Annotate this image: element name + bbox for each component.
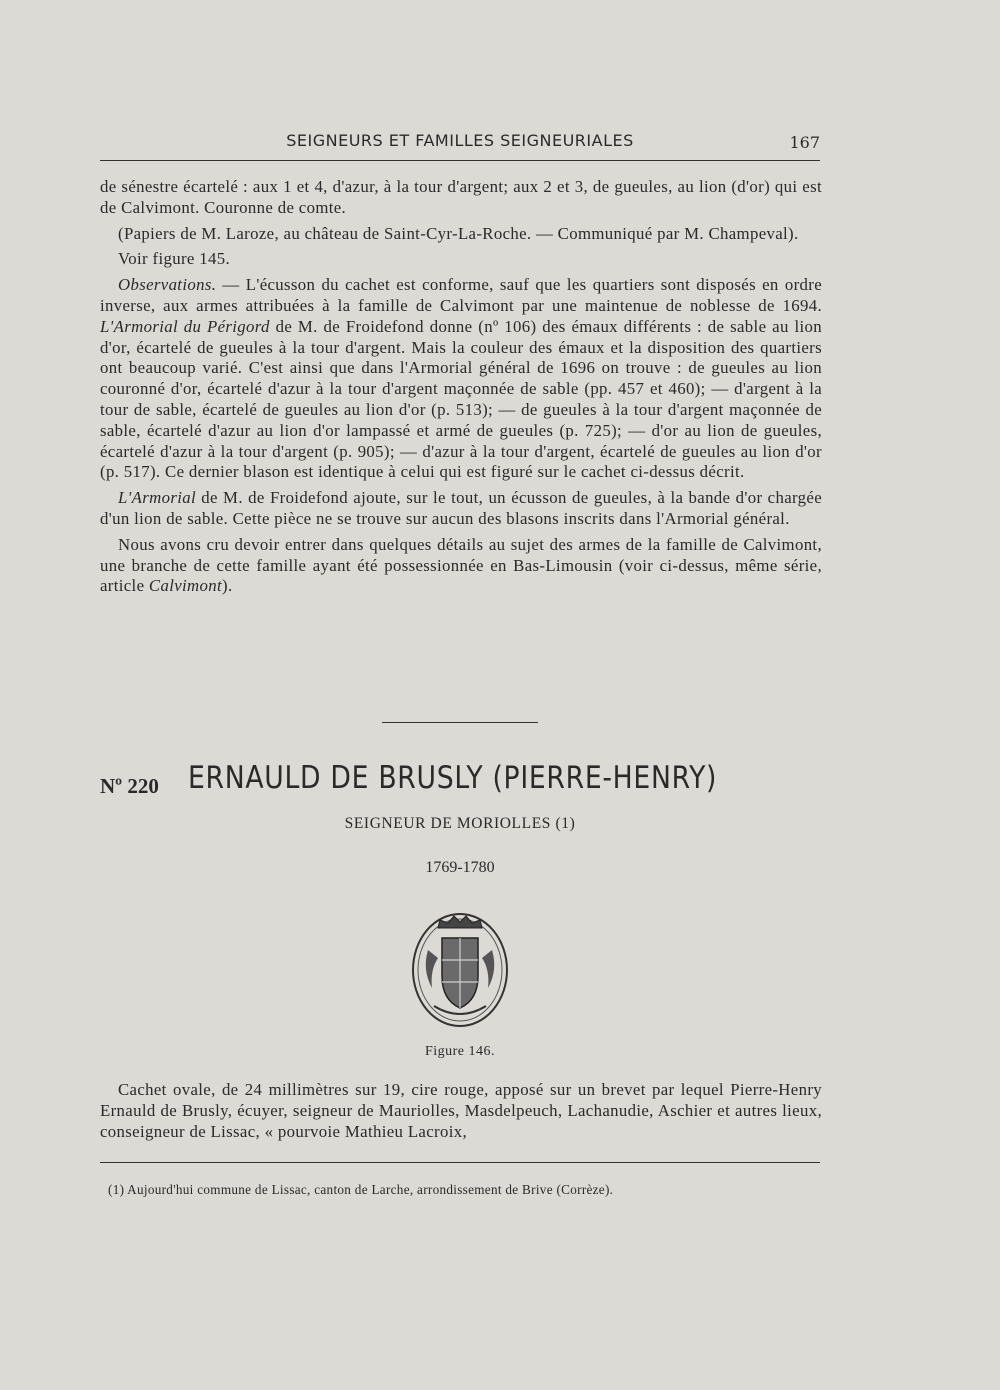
paragraph-armorial (100, 488, 822, 530)
page-number: 167 (789, 133, 820, 152)
armorial-title: L'Armorial (118, 488, 196, 508)
paragraph-observations (100, 275, 822, 483)
footnote: (1) Aujourd'hui commune de Lissac, canton de Larche, arrondissement de Brive (Corrèze). (108, 1182, 614, 1197)
header-rule (100, 160, 820, 161)
entry-heading (100, 758, 820, 802)
entry-body (100, 1080, 822, 1147)
calvimont-article: Calvimont (148, 576, 222, 596)
entry-number: Nº 220 (100, 774, 159, 798)
observations-text-a: — L'écusson du cachet est conforme, sauf que les quartiers sont disposés en ordre inverse, aux armes attribuées à la famille de Calvimont par une maintenue de noblesse de 1694. (100, 275, 822, 315)
paragraph-figure-ref: Voir figure 145. (118, 249, 231, 269)
entry-body-paragraph: Cachet ovale, de 24 millimètres sur 19, cire rouge, apposé sur un brevet par lequel Pierre-Henry Ernauld de Brusly, écuyer, seigneur de Mauriolles, Masdelpeuch, Lachanudie, Aschier et autres lieux, conseigneur de Lissac, « pourvoie Mathieu Lacroix, (100, 1080, 822, 1141)
running-title: SEIGNEURS ET FAMILLES SEIGNEURIALES (286, 131, 634, 150)
paragraph-continuation: de sénestre écartelé : aux 1 et 4, d'azur, à la tour d'argent; aux 2 et 3, de gueules, au lion (d'or) qui est de Calvimont. Couronne de comte. (100, 177, 822, 217)
observations-label: Observations. (118, 275, 217, 295)
running-head (100, 131, 820, 153)
entry-name: ERNAULD DE BRUSLY (PIERRE-HENRY) (188, 760, 718, 796)
seal-image (408, 910, 514, 1034)
paragraph-source: (Papiers de M. Laroze, au château de Saint-Cyr-La-Roche. — Communiqué par M. Champeval). (118, 223, 799, 243)
entry-subtitle: SEIGNEUR DE MORIOLLES (1) (344, 815, 576, 832)
observations-text-b: de M. de Froidefond donne (nº 106) des émaux différents : de sable au lion d'or, écartelé de gueules à la tour d'argent. Mais la couleur des émaux et la disposition des quartiers ont beaucoup varié. C'est ainsi que dans l'Armorial général de 1696 on trouve : de gueules au lion couronné d'or, écartelé d'azur à la tour d'argent maçonnée de sable (pp. 457 et 460); — d'argent à la tour de sable, écartelé de gueules au lion d'or (p. 513); — de gueules à la tour d'argent maçonnée de sable, écartelé d'azur au lion d'or lampassé et armé de gueules (p. 725); — d'or au lion de gueules, écartelé d'azur à la tour d'argent (p. 905); — d'azur à la tour d'argent, écartelé de gueules au lion d'or (p. 517). Ce dernier blason est identique à celui qui est figuré sur le cachet ci-dessus décrit. (100, 316, 822, 482)
top-section-text (100, 177, 822, 602)
armorial-perigord-title: L'Armorial du Périgord (100, 316, 270, 336)
calvimont-text-a: Nous avons cru devoir entrer dans quelques détails au sujet des armes de la famille de Calvimont, une branche de cette famille ayant été possessionnée en Bas-Limousin (voir ci-dessus, même série, article (100, 534, 822, 596)
entry-dates: 1769-1780 (425, 859, 495, 876)
footnote-rule (100, 1162, 820, 1163)
figure-caption: Figure 146. (424, 1044, 496, 1059)
paragraph-calvimont (100, 535, 822, 597)
section-divider (382, 722, 538, 723)
armorial-text: de M. de Froidefond ajoute, sur le tout, un écusson de gueules, à la bande d'or chargée d'un lion de sable. Cette pièce ne se trouve sur aucun des blasons inscrits dans l'Armorial général. (100, 488, 822, 528)
calvimont-text-b: ). (222, 576, 233, 596)
